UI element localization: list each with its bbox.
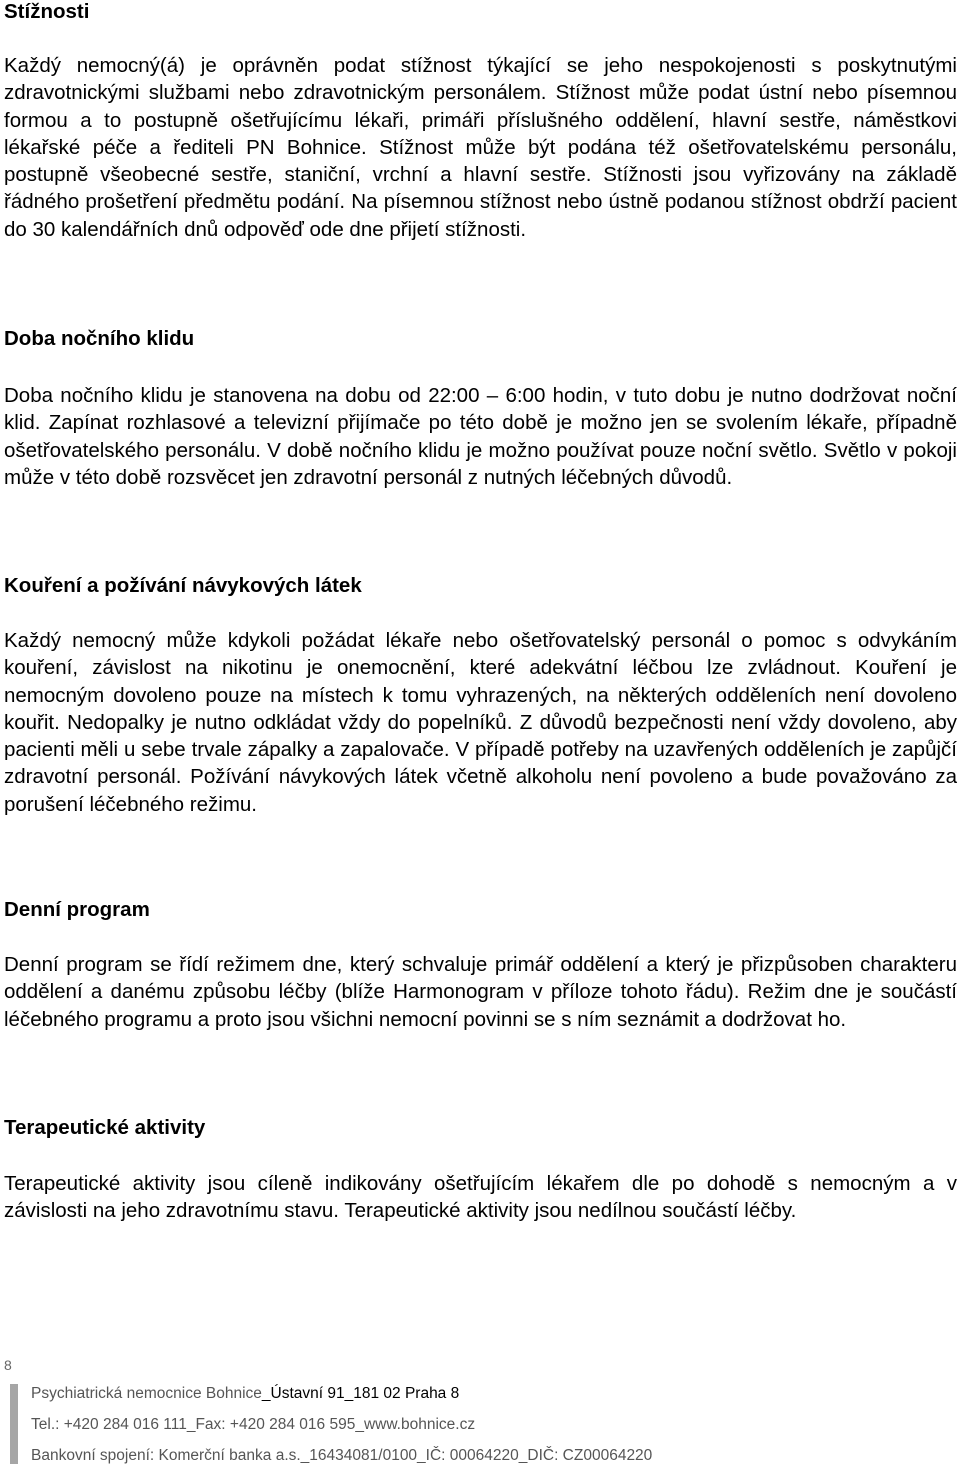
footer-hospital-name: Psychiatrická nemocnice Bohnice xyxy=(31,1385,262,1402)
footer-line-bank: Bankovní spojení: Komerční banka a.s._16434081/0100_IČ: 00064220_DIČ: CZ00064220 xyxy=(31,1447,653,1464)
footer-line-address xyxy=(31,1385,459,1403)
footer-line-contact: Tel.: +420 284 016 111_Fax: +420 284 016 595_www.bohnice.cz xyxy=(31,1416,476,1433)
section-body-therapeutic-activities: Terapeutické aktivity jsou cíleně indikovány ošetřujícím lékařem dle po dohodě s nemocným a v závislosti na jeho zdravotnímu stavu. Terapeutické aktivity jsou nedílnou součástí léčby. xyxy=(4,1172,957,1223)
section-heading-night-rest: Doba nočního klidu xyxy=(4,327,195,350)
section-heading-complaints: Stížnosti xyxy=(4,0,90,23)
section-body-smoking: Každý nemocný může kdykoli požádat lékaře nebo ošetřovatelský personál o pomoc s odvykáním kouření, závislost na nikotinu je onemocnění, které adekvátní léčbou lze zvládnout. Kouření je nemocným dovoleno pouze na místech k tomu vyhrazených, na některých odděleních není dovoleno kouřit. Nedopalky je nutno odkládat vždy do popelníků. Z důvodů bezpečnosti není vždy dovoleno, aby pacienti měli u sebe trvale zápalky a zapalovače. V případě potřeby na uzavřených odděleních je zapůjčí zdravotní personál. Požívání návykových látek včetně alkoholu není povoleno a bude považováno za porušení léčebného režimu. xyxy=(4,629,957,816)
footer-separator: _ xyxy=(261,1385,271,1402)
footer-accent-bar xyxy=(10,1384,18,1464)
section-heading-therapeutic-activities: Terapeutické aktivity xyxy=(4,1116,206,1139)
section-heading-smoking: Kouření a požívání návykových látek xyxy=(4,574,362,597)
section-heading-daily-program: Denní program xyxy=(4,898,150,921)
section-body-night-rest: Doba nočního klidu je stanovena na dobu od 22:00 – 6:00 hodin, v tuto dobu je nutno dodržovat noční klid. Zapínat rozhlasové a televizní přijímače po této době je možno jen se svolením lékaře, případně ošetřovatelského personálu. V době nočního klidu je možno používat pouze noční světlo. Světlo v pokoji může v této době rozsvěcet jen zdravotní personál z nutných léčebných důvodů. xyxy=(4,384,957,489)
page-number: 8 xyxy=(4,1357,12,1373)
footer-address: Ústavní 91_181 02 Praha 8 xyxy=(270,1385,460,1402)
section-body-complaints: Každý nemocný(á) je oprávněn podat stížnost týkající se jeho nespokojenosti s poskytnutými zdravotnickými službami nebo zdravotnickým personálem. Stížnost může podat ústní nebo písemnou formou a to postupně ošetřujícímu lékaři, primáři příslušného oddělení, hlavní sestře, náměstkovi lékařské péče a řediteli PN Bohnice. Stížnost může být podána též ošetřovatelskému personálu, postupně všeobecné sestře, staniční, vrchní a hlavní sestře. Stížnosti jsou vyřizovány na základě řádného prošetření předmětu podání. Na písemnou stížnost nebo ústně podanou stížnost obdrží pacient do 30 kalendářních dnů odpověď ode dne přijetí stížnosti. xyxy=(4,54,957,241)
section-body-daily-program: Denní program se řídí režimem dne, který schvaluje primář oddělení a který je přizpůsoben charakteru oddělení a danému způsobu léčby (blíže Harmonogram v příloze tohoto řádu). Režim dne je součástí léčebného programu a proto jsou všichni nemocní povinni se s ním seznámit a dodržovat ho. xyxy=(4,953,957,1031)
